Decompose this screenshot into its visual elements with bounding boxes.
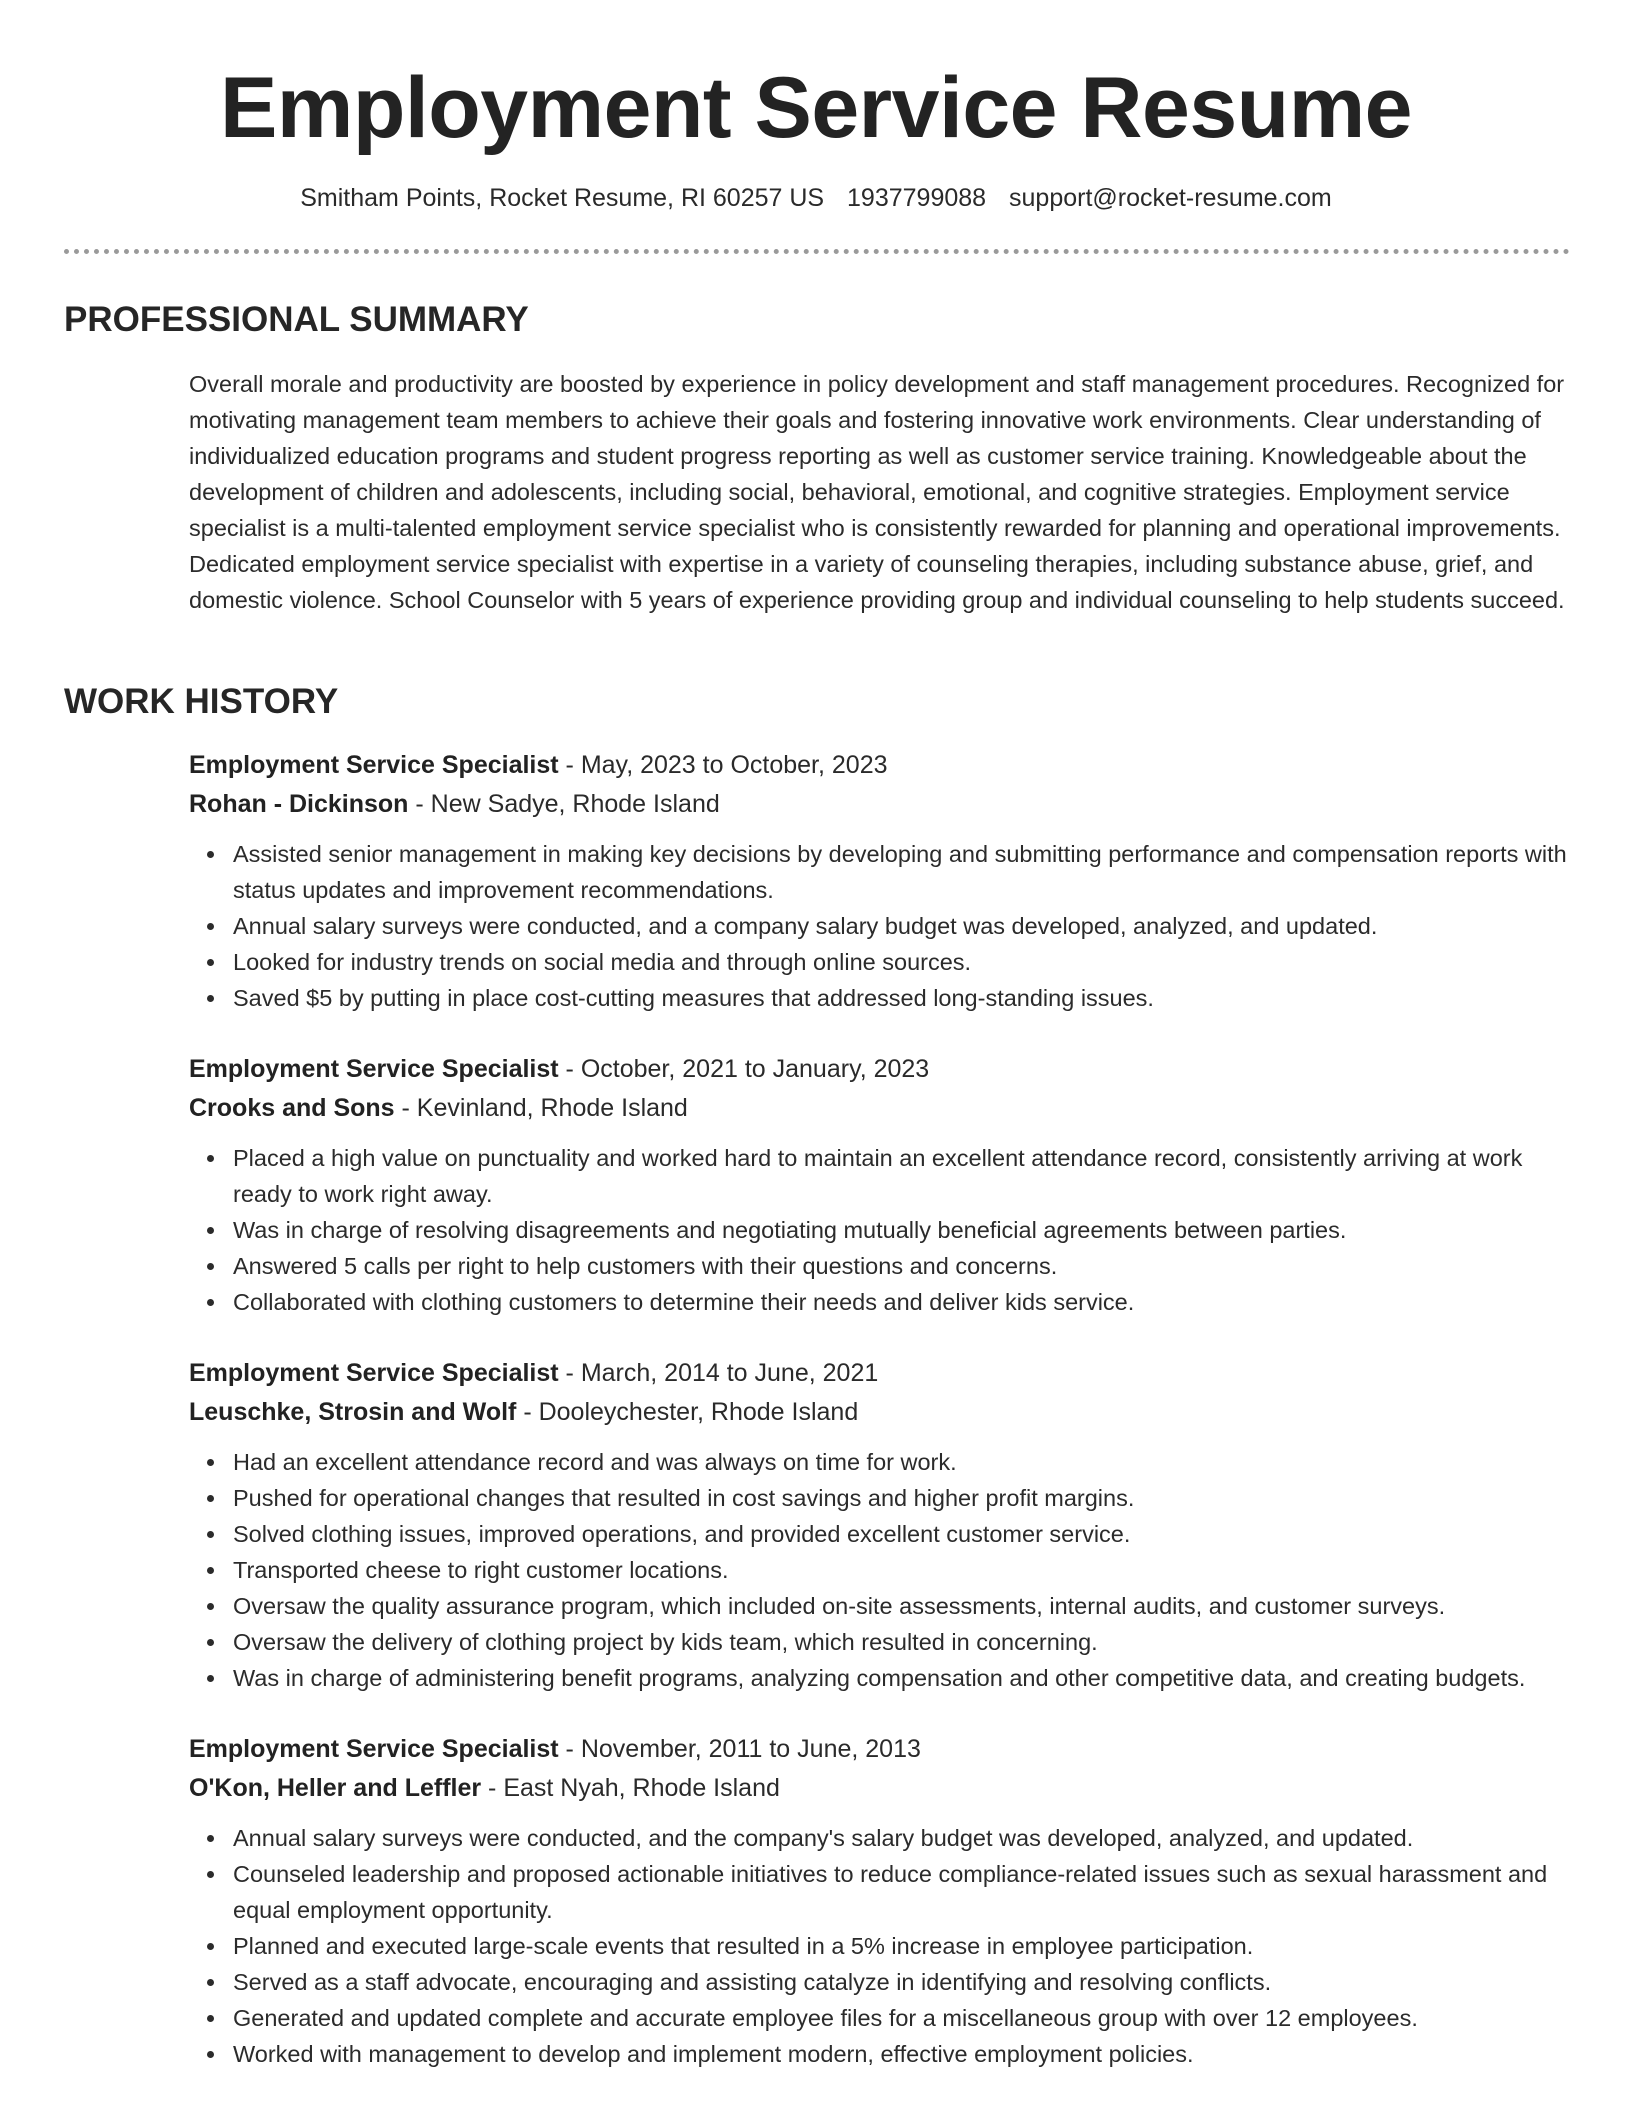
- summary-heading: PROFESSIONAL SUMMARY: [64, 300, 529, 339]
- job-bullet: Generated and updated complete and accurate employee files for a miscellaneous group with over 12 employees.: [233, 2000, 1574, 2036]
- job-bullet: Solved clothing issues, improved operations, and provided excellent customer service.: [233, 1516, 1574, 1552]
- contact-phone: 1937799088: [847, 184, 987, 212]
- job-title-line: [189, 1354, 1574, 1393]
- job-location: - Dooleychester, Rhode Island: [516, 1398, 859, 1426]
- work-history-heading: WORK HISTORY: [64, 682, 339, 721]
- job-dates: - October, 2021 to January, 2023: [558, 1055, 930, 1083]
- job-bullet: Had an excellent attendance record and was always on time for work.: [233, 1444, 1574, 1480]
- job-bullets: [233, 1444, 1574, 1696]
- job-bullet: Oversaw the quality assurance program, which included on-site assessments, internal audits, and customer surveys.: [233, 1588, 1574, 1624]
- job-bullets: [233, 1820, 1574, 2072]
- job-company-line: [189, 785, 1574, 824]
- job-bullet: Annual salary surveys were conducted, and a company salary budget was developed, analyzed, and updated.: [233, 908, 1574, 944]
- job-bullet: Collaborated with clothing customers to determine their needs and deliver kids service.: [233, 1284, 1574, 1320]
- job-bullet: Oversaw the delivery of clothing project by kids team, which resulted in concerning.: [233, 1624, 1574, 1660]
- job-entry: [189, 1354, 1574, 1696]
- job-bullet: Worked with management to develop and implement modern, effective employment policies.: [233, 2036, 1574, 2072]
- job-bullet: Looked for industry trends on social media and through online sources.: [233, 944, 1574, 980]
- job-title: Employment Service Specialist: [189, 1055, 559, 1083]
- job-bullet: Placed a high value on punctuality and worked hard to maintain an excellent attendance record, consistently arriving at work ready to work right away.: [233, 1140, 1574, 1212]
- job-bullet: Counseled leadership and proposed actionable initiatives to reduce compliance-related issues such as sexual harassment and equal employment opportunity.: [233, 1856, 1574, 1928]
- resume-title: Employment Service Resume: [219, 60, 1412, 156]
- job-company: Leuschke, Strosin and Wolf: [189, 1398, 517, 1426]
- job-bullets: [233, 836, 1574, 1016]
- job-entry: [189, 1730, 1574, 2072]
- job-title: Employment Service Specialist: [189, 1735, 559, 1763]
- job-title: Employment Service Specialist: [189, 751, 559, 779]
- work-history-list: [189, 746, 1574, 2106]
- header-divider: [64, 249, 1570, 254]
- job-location: - Kevinland, Rhode Island: [394, 1094, 688, 1122]
- job-entry: [189, 1050, 1574, 1320]
- job-title: Employment Service Specialist: [189, 1359, 559, 1387]
- job-dates: - May, 2023 to October, 2023: [558, 751, 888, 779]
- job-bullet: Annual salary surveys were conducted, and the company's salary budget was developed, analyzed, and updated.: [233, 1820, 1574, 1856]
- job-company-line: [189, 1393, 1574, 1432]
- job-company-line: [189, 1769, 1574, 1808]
- job-bullet: Assisted senior management in making key decisions by developing and submitting performance and compensation reports with status updates and improvement recommendations.: [233, 836, 1574, 908]
- job-company-line: [189, 1089, 1574, 1128]
- contact-line: [0, 180, 1632, 216]
- job-bullet: Answered 5 calls per right to help customers with their questions and concerns.: [233, 1248, 1574, 1284]
- job-dates: - November, 2011 to June, 2013: [558, 1735, 921, 1763]
- contact-email: support@rocket-resume.com: [1009, 184, 1332, 212]
- job-bullet: Was in charge of administering benefit programs, analyzing compensation and other competitive data, and creating budgets.: [233, 1660, 1574, 1696]
- job-company: Crooks and Sons: [189, 1094, 395, 1122]
- contact-address: Smitham Points, Rocket Resume, RI 60257 US: [300, 184, 825, 212]
- job-bullets: [233, 1140, 1574, 1320]
- job-bullet: Was in charge of resolving disagreements and negotiating mutually beneficial agreements between parties.: [233, 1212, 1574, 1248]
- job-company: O'Kon, Heller and Leffler: [189, 1774, 482, 1802]
- job-bullet: Saved $5 by putting in place cost-cutting measures that addressed long-standing issues.: [233, 980, 1574, 1016]
- job-entry: [189, 746, 1574, 1016]
- job-company: Rohan - Dickinson: [189, 790, 409, 818]
- job-title-line: [189, 746, 1574, 785]
- job-bullet: Transported cheese to right customer locations.: [233, 1552, 1574, 1588]
- job-bullet: Served as a staff advocate, encouraging and assisting catalyze in identifying and resolving conflicts.: [233, 1964, 1574, 2000]
- job-location: - East Nyah, Rhode Island: [481, 1774, 780, 1802]
- job-bullet: Pushed for operational changes that resulted in cost savings and higher profit margins.: [233, 1480, 1574, 1516]
- job-location: - New Sadye, Rhode Island: [408, 790, 720, 818]
- summary-text: Overall morale and productivity are boosted by experience in policy development and staff management procedures. Recognized for motivating management team members to achieve their goals and fostering innovative work environments. Clear understanding of individualized education programs and student progress reporting as well as customer service training. Knowledgeable about the development of children and adolescents, including social, behavioral, emotional, and cognitive strategies. Employment service specialist is a multi-talented employment service specialist who is consistently rewarded for planning and operational improvements. Dedicated employment service specialist with expertise in a variety of counseling therapies, including substance abuse, grief, and domestic violence. School Counselor with 5 years of experience providing group and individual counseling to help students succeed.: [189, 371, 1565, 613]
- job-title-line: [189, 1050, 1574, 1089]
- job-dates: - March, 2014 to June, 2021: [558, 1359, 879, 1387]
- job-bullet: Planned and executed large-scale events that resulted in a 5% increase in employee participation.: [233, 1928, 1574, 1964]
- job-title-line: [189, 1730, 1574, 1769]
